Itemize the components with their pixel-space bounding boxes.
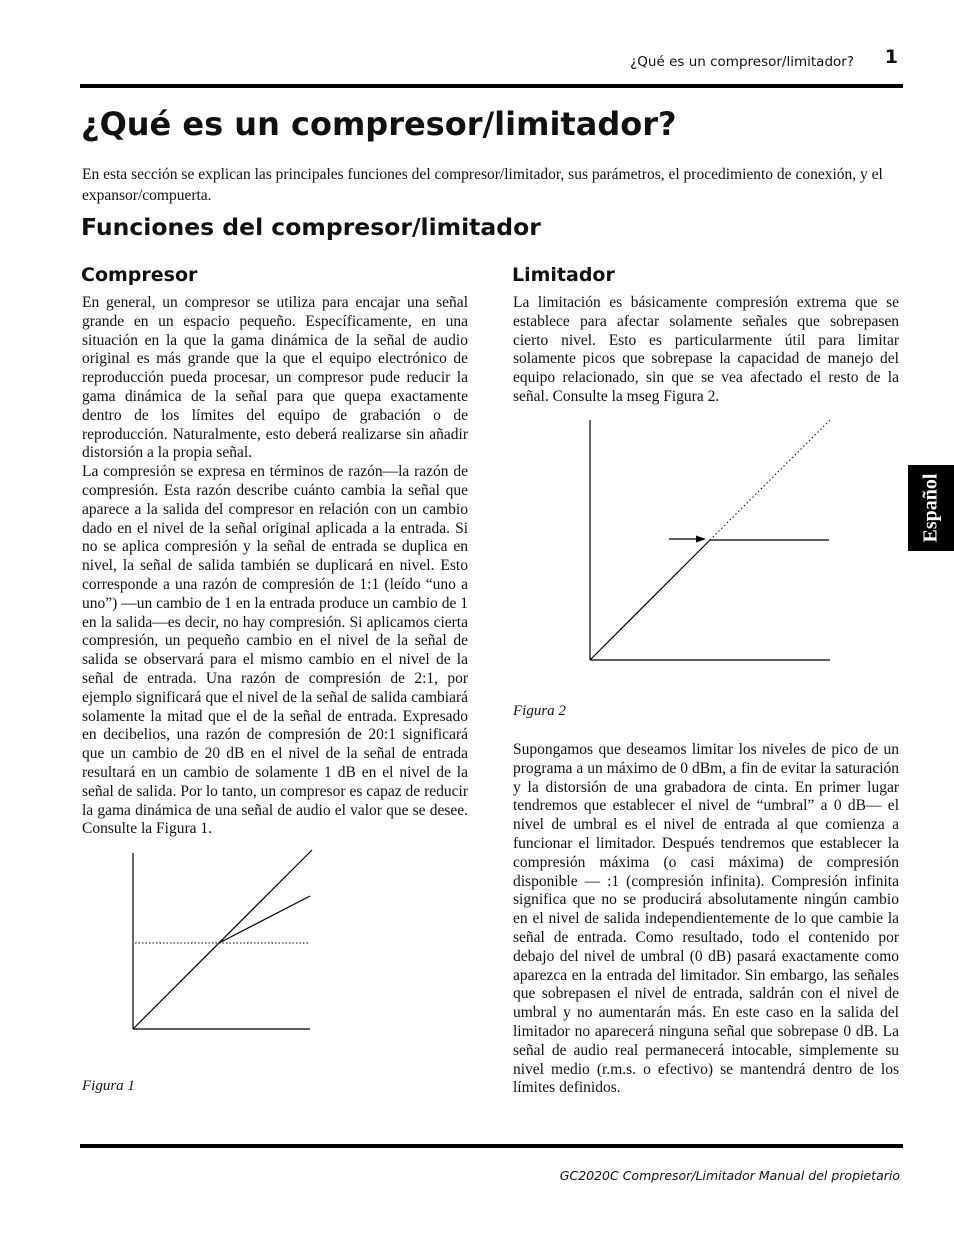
figure-2-unlimited-dotted-line — [710, 419, 831, 540]
compresor-paragraph-1: En general, un compresor se utiliza para encajar una señal grande en un espacio pequeño. Específicamente, en una situación en la que la gama dinámica de la señal de audio original es más grande que la que el equipo electrónico de reproducción pueda procesar, un compresor pude reducir la gama dinámica de la señal para que quepa exactamente dentro de los límites del equipo de grabación o de reproducción. Naturalmente, esto deberá realizarse sin añadir distorsión a la propia señal. — [82, 294, 468, 462]
figure-2-unity-line — [590, 540, 710, 660]
intro-paragraph: En esta sección se explican las principales funciones del compresor/limitador, sus parámetros, el procedimiento de conexión, y el expansor/compuerta. — [82, 166, 883, 204]
limitador-paragraph-1: La limitación es básicamente compresión extrema que se establece para afectar solamente señales que sobrepasen cierto nivel. Esto es particularmente útil para limitar solamente picos que sobrepase la capacidad de manejo del equipo relacionado, sin que se vea afectado el resto de la señal. Consulte la mseg Figura 2. — [513, 294, 899, 405]
limitador-paragraph-2: Supongamos que deseamos limitar los niveles de pico de un programa a un máximo de 0 dBm, a fin de evitar la saturación y la distorsión de una grabadora de cinta. En primer lugar tendremos que establecer el nivel de “umbral” a 0 dB— el nivel de umbral es el nivel de entrada al que comienza a funcionar el limitador. Después tendremos que establecer la compresión máxima (o casi máxima) de compresión disponible — :1 (compresión infinita). Compresión infinita significa que no se producirá absolutamente ningún cambio en el nivel de salida independientemente de lo que cambie la señal de entrada. Como resultado, todo el contenido por debajo del nivel de umbral (0 dB) pasará exactamente como aparezca en la entrada del limitador. Sin embargo, las señales que sobrepasen el nivel de entrada, saldrán con el nivel de umbral y no aumentarán más. En este caso en la salida del limitador no aparecerá ninguna señal que sobrepase 0 dB. La señal de audio real permanecerá intocable, simplemente su nivel medio (r.m.s. o efectivo) se mantendrá dentro de los límites definidos. — [513, 741, 899, 1097]
limitador-body-1 — [513, 294, 899, 407]
section-title: Funciones del compresor/limitador — [81, 213, 541, 241]
compresor-heading: Compresor — [81, 264, 198, 286]
figure-1-compressor-graph — [125, 845, 325, 1035]
page-number: 1 — [884, 46, 898, 68]
language-tab — [908, 465, 954, 551]
limitador-body-2 — [513, 741, 899, 1098]
figure-1-caption: Figura 1 — [82, 1078, 135, 1094]
figure-2-limiter-graph — [585, 415, 835, 665]
compresor-body — [82, 294, 468, 839]
language-tab-label: Español — [919, 473, 942, 543]
limitador-heading: Limitador — [512, 264, 615, 286]
page-title: ¿Qué es un compresor/limitador? — [81, 105, 677, 143]
figure-2-threshold-arrowhead — [696, 536, 706, 543]
figure-1-uncompressed-line — [133, 850, 312, 1029]
figure-2-caption: Figura 2 — [513, 703, 566, 719]
compresor-paragraph-2: La compresión se expresa en términos de razón—la razón de compresión. Esta razón describe cuánto cambia la señal que aparece a la salida del compresor en relación con un cambio dado en el nivel de la señal original aplicada a la entrada. Si no se aplica compresión y la señal de entrada se duplica en nivel, la señal de salida también se duplicará en nivel. Esto corresponde a una razón de compresión de 1:1 (leído “uno a uno”) —un cambio de 1 en la entrada produce un cambio de 1 en la salida—es decir, no hay compresión. Si aplicamos cierta compresión, un pequeño cambio en el nivel de la señal de salida se observará para el mismo cambio en el nivel de la señal de entrada. Una razón de compresión de 2:1, por ejemplo significará que el nivel de la señal de salida cambiará solamente la mitad que el de la señal de entrada. Expresado en decibelios, una razón de compresión de 20:1 significará que un cambio de 20 dB en el nivel de la señal de entrada resultará en un cambio de solamente 1 dB en el nivel de la señal de salida. Por lo tanto, un compresor es capaz de reducir la gama dinámica de una señal de audio el valor que se desee. Consulte la Figura 1. — [82, 463, 468, 838]
footer-rule — [80, 1144, 903, 1148]
running-header-title: ¿Qué es un compresor/limitador? — [630, 54, 854, 70]
header-rule — [80, 84, 903, 88]
figure-1-compressed-line — [219, 896, 310, 943]
footer-text: GC2020C Compresor/Limitador Manual del propietario — [559, 1168, 900, 1183]
